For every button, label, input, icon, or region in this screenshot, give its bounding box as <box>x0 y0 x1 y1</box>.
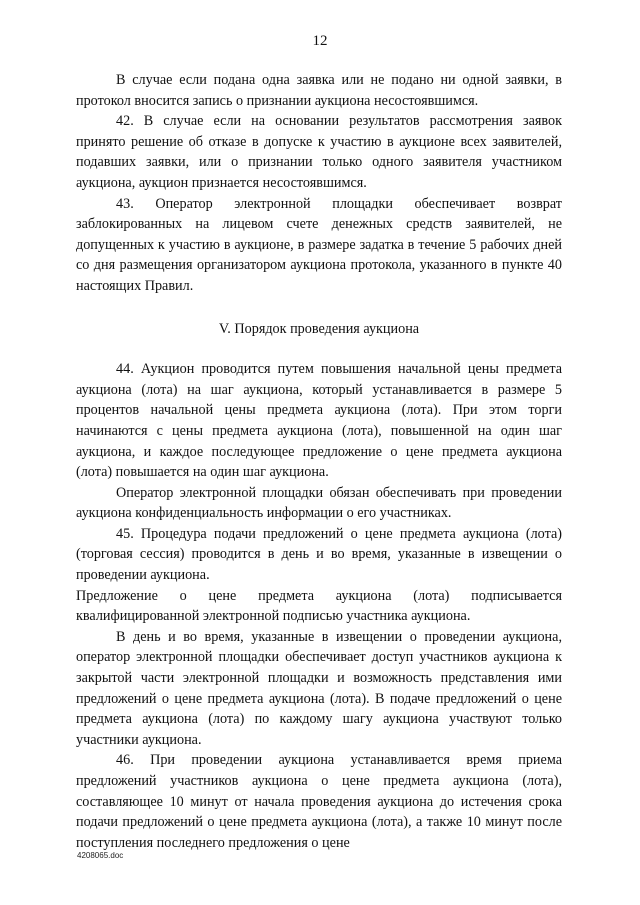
footer-filename: 4208065.doc <box>77 851 124 860</box>
paragraph: В день и во время, указанные в извещении о проведении аукциона, оператор электронной площадки обеспечивает доступ участников аукциона к закрытой части электронной площадки и возможность представления ими предложений о цене предмета аукциона (лота). В подаче предложений о цене предмета аукциона (лота) по каждому шагу аукциона участвуют только участники аукциона. <box>76 628 562 748</box>
paragraph: Предложение о цене предмета аукциона (лота) подписывается квалифицированной электронной подписью участника аукциона. <box>76 587 562 625</box>
paragraph: Оператор электронной площадки обязан обеспечивать при проведении аукциона конфиденциальность информации о его участниках. <box>76 484 562 522</box>
paragraph: 46. При проведении аукциона устанавливается время приема предложений участников аукциона о цене предмета аукциона (лота), составляющее 10 минут от начала проведения аукциона до истечения срока подачи предложений о цене предмета аукциона (лота), а также 10 минут после поступления последнего предложения о цене <box>76 752 562 851</box>
paragraph: В случае если подана одна заявка или не подано ни одной заявки, в протокол вносится запись о признании аукциона несостоявшимся. <box>76 72 562 109</box>
document-body <box>76 70 562 853</box>
paragraph: 45. Процедура подачи предложений о цене предмета аукциона (лота) (торговая сессия) проводится в день и во время, указанные в извещении о проведении аукциона. <box>76 525 562 584</box>
paragraph: 44. Аукцион проводится путем повышения начальной цены предмета аукциона (лота) на шаг аукциона, который устанавливается в размере 5 процентов начальной цены предмета аукциона (лота). При этом торги начинаются с цены предмета аукциона (лота), повышенной на один шаг аукциона, и каждое последующее предложение о цене предмета аукциона (лота) повышается на один шаг аукциона. <box>76 361 562 481</box>
section-heading: V. Порядок проведения аукциона <box>218 320 420 337</box>
page-number: 12 <box>312 33 328 49</box>
paragraph: 43. Оператор электронной площадки обеспечивает возврат заблокированных на лицевом счете денежных средств заявителей, не допущенных к участию в аукционе, в размере задатка в течение 5 рабочих дней со дня размещения организатором аукциона протокола, указанного в пункте 40 настоящих Правил. <box>76 195 562 294</box>
paragraph: 42. В случае если на основании результатов рассмотрения заявок принято решение об отказе в допуске к участию в аукционе всех заявителей, подавших заявки, или о признании только одного заявителя участником аукциона, аукцион признается несостоявшимся. <box>76 113 562 191</box>
